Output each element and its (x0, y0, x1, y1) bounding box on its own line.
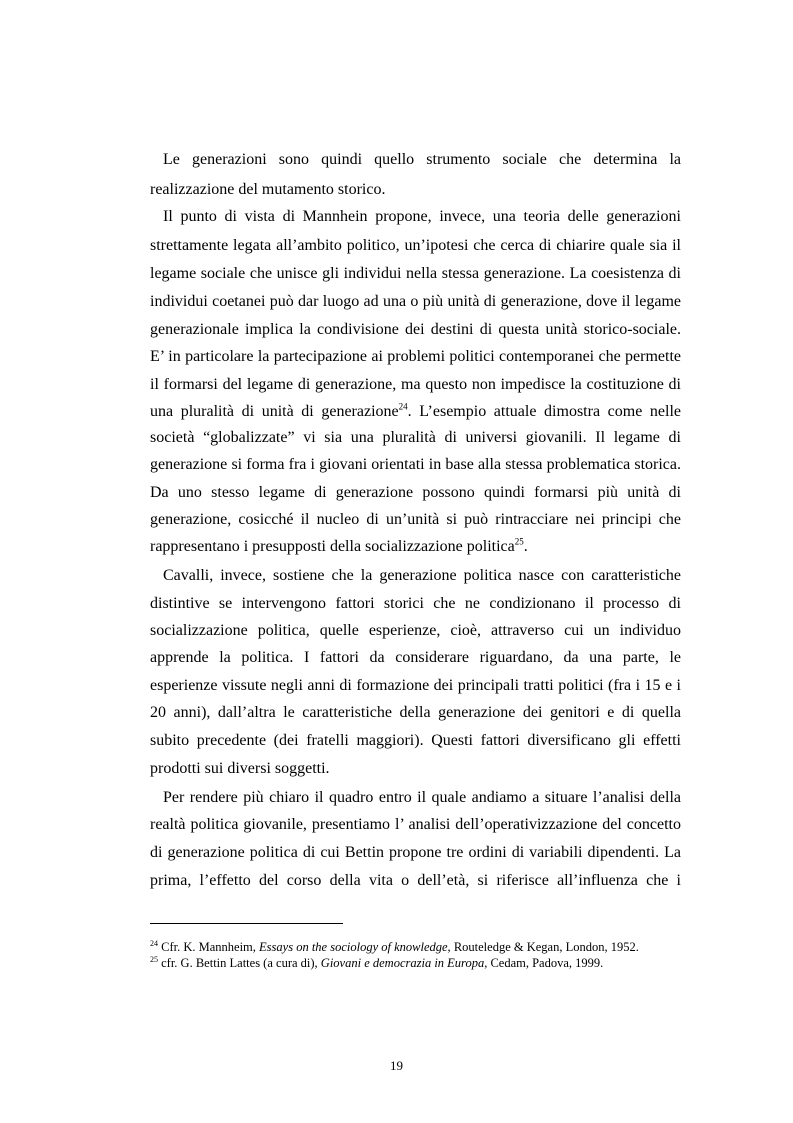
text-line: Da uno stesso legame di generazione possono quindi formarsi più unità di (150, 484, 681, 501)
text-line: realizzazione del mutamento storico. (150, 181, 386, 198)
text-line: società “globalizzate” vi sia una pluralità di universi giovanili. Il legame di (150, 429, 681, 446)
page-number: 19 (390, 1058, 403, 1073)
text-line: il formarsi del legame di generazione, ma questo non impedisce la costituzione di (150, 376, 681, 393)
text-line: prima, l’effetto del corso della vita o dell’età, si riferisce all’influenza che i (150, 872, 681, 889)
text-line: generazionale implica la condivisione dei destini di questa unità storico-sociale. (150, 321, 681, 338)
text-line: legame sociale che unisce gli individui nella stessa generazione. La coesistenza di (150, 265, 681, 282)
text-line: E’ in particolare la partecipazione ai problemi politici contemporanei che permette (150, 348, 681, 365)
footnote: $^{25}$ cfr. G. Bettin Lattes (a cura di), Giovani e democrazia in Europa, Cedam, Padova, 1999. (150, 954, 604, 970)
footnote-ref: 25 (514, 536, 524, 547)
text-line: individui coetanei può dar luogo ad una o più unità di generazione, dove il legame (150, 293, 681, 310)
text-line: distintive se intervengono fattori storici che ne condizionano il processo di (150, 595, 681, 612)
footnote: $^{24}$ Cfr. K. Mannheim, Essays on the sociology of knowledge, Routeledge & Kegan, London, 1952. (150, 938, 639, 954)
text-line: Le generazioni sono quindi quello strumento sociale che determina la (163, 151, 681, 168)
text-line: 20 anni), dall’altra le caratteristiche della generazione dei genitori e di quella (150, 704, 681, 721)
text-line: strettamente legata all’ambito politico, un’ipotesi che cerca di chiarire quale sia il (150, 237, 681, 254)
text-line: socializzazione politica, quelle esperienze, cioè, attraverso cui un individuo (150, 622, 681, 639)
text-line: generazione, cosicché il nucleo di un’unità si può rintracciare nei principi che (150, 511, 681, 528)
text-line: generazione si forma fra i giovani orientati in base alla stessa problematica storica. (150, 456, 681, 473)
footnote-separator (150, 923, 343, 924)
text-line: subito precedente (dei fratelli maggiori). Questi fattori diversificano gli effetti (150, 732, 681, 749)
text-line: apprende la politica. I fattori da considerare riguardano, da una parte, le (150, 649, 681, 666)
text-line: esperienze vissute negli anni di formazione dei principali tratti politici (fra i 15 e i (150, 677, 681, 694)
footnote-ref: 24 (398, 401, 408, 412)
text-line: una pluralità di unità di generazione$^{24}$. L’esempio attuale dimostra come nelle (150, 401, 681, 420)
text-line: Per rendere più chiaro il quadro entro il quale andiamo a situare l’analisi della (163, 789, 681, 806)
text-line: rappresentano i presupposti della socializzazione politica$^{25}$. (150, 536, 528, 555)
text-line: di generazione politica di cui Bettin propone tre ordini di variabili dipendenti. La (150, 844, 681, 861)
text-line: Il punto di vista di Mannhein propone, invece, una teoria delle generazioni (163, 208, 681, 225)
text-line: prodotti sui diversi soggetti. (150, 760, 330, 777)
text-line: Cavalli, invece, sostiene che la generazione politica nasce con caratteristiche (163, 567, 681, 584)
text-line: realtà politica giovanile, presentiamo l’ analisi dell’operativizzazione del concetto (150, 816, 681, 833)
